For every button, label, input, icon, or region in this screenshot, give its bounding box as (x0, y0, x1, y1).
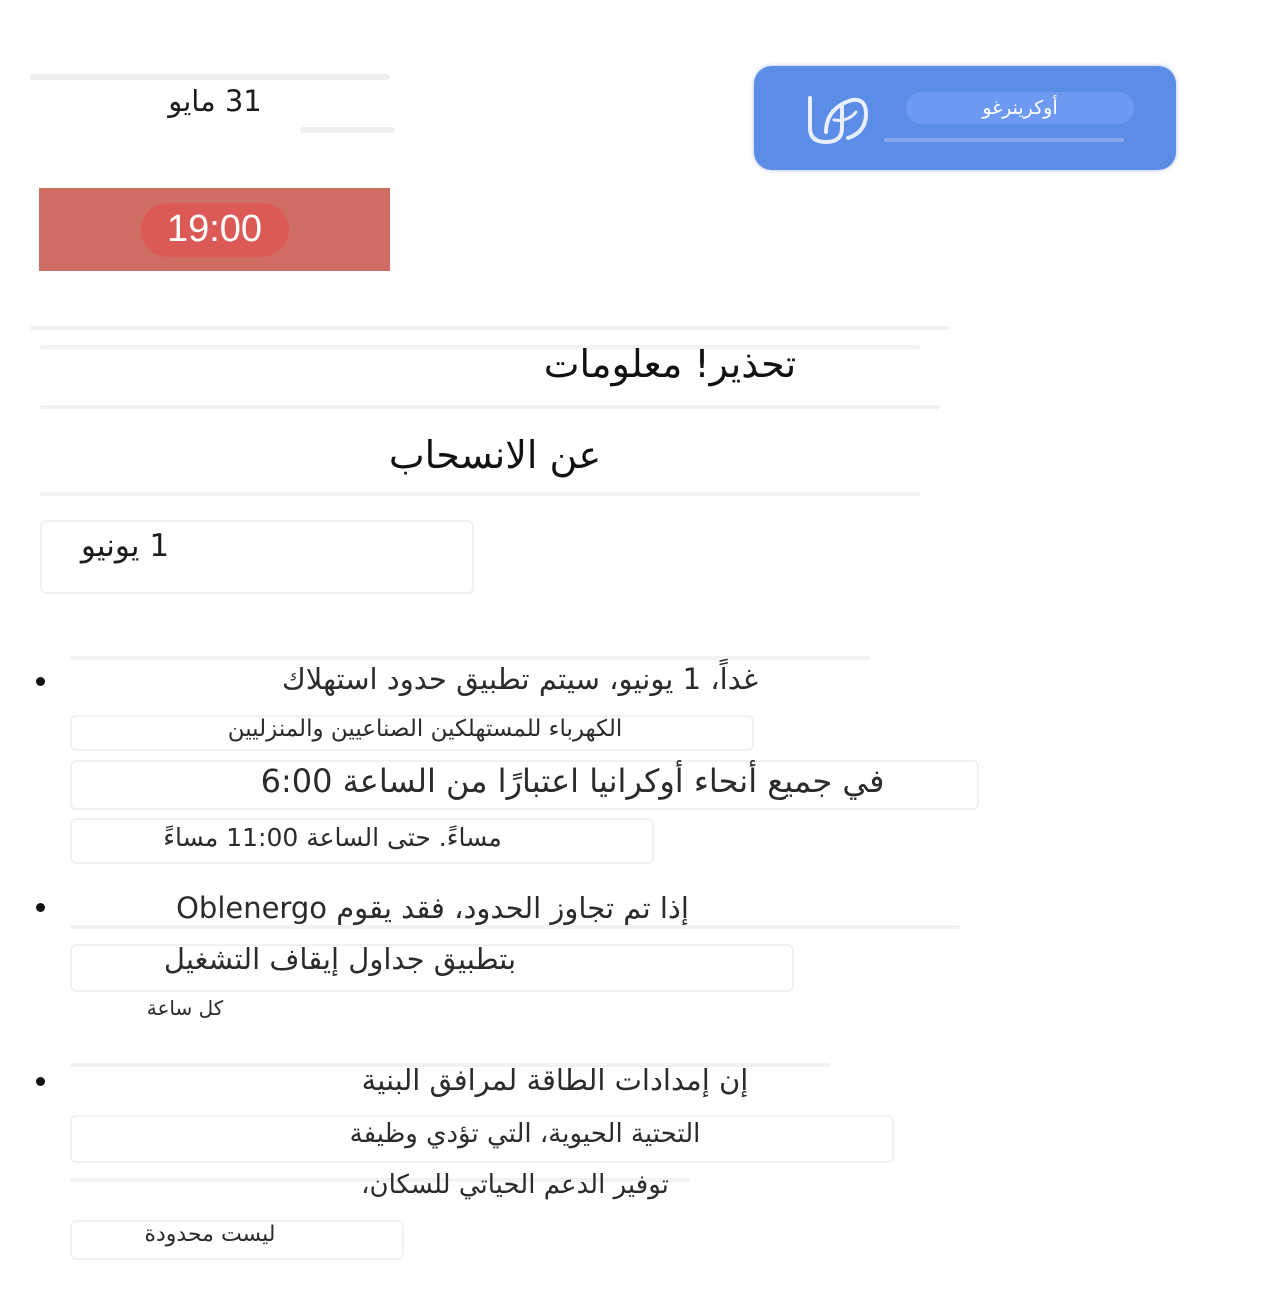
notice-title-line-2: عن الانسحاب (388, 433, 602, 477)
bullet-2 (36, 903, 45, 912)
item-3-line-3: توفير الدعم الحياتي للسكان، (361, 1170, 669, 1200)
time-label: 19:00 (141, 203, 289, 257)
item-2-line-3: كل ساعة (146, 996, 224, 1020)
item-3-line-4: ليست محدودة (144, 1222, 276, 1247)
item-1-line-4: مساءً. حتى الساعة 11:00 مساءً (163, 823, 502, 852)
company-name: أوكرينرغو (906, 92, 1134, 124)
date-label-top: 31 مايو (168, 84, 262, 118)
item-1-line-1: غداً، 1 يونيو، سيتم تطبيق حدود استهلاك (281, 662, 759, 696)
notice-date: 1 يونيو (80, 528, 170, 564)
item-2-line-1: إذا تم تجاوز الحدود، فقد يقوم Oblenergo (176, 891, 689, 925)
item-1-line-2: الكهرباء للمستهلكين الصناعيين والمنزليين (227, 716, 623, 742)
bullet-1 (36, 677, 45, 686)
item-3-line-2: التحتية الحيوية، التي تؤدي وظيفة (349, 1119, 701, 1149)
item-3-line-1: إن إمدادات الطاقة لمرافق البنية (361, 1063, 749, 1097)
time-block (39, 188, 390, 271)
item-2-line-2: بتطبيق جداول إيقاف التشغيل (163, 942, 517, 976)
ukrenergo-logo-icon (804, 92, 874, 148)
bullet-3 (36, 1077, 45, 1086)
notice-title-line-1: تحذير! معلومات (543, 342, 797, 386)
company-logo-card (754, 66, 1176, 170)
logo-subtitle-bar (884, 138, 1124, 142)
item-1-line-3: في جميع أنحاء أوكرانيا اعتبارًا من الساعة 6:00 (260, 762, 885, 800)
